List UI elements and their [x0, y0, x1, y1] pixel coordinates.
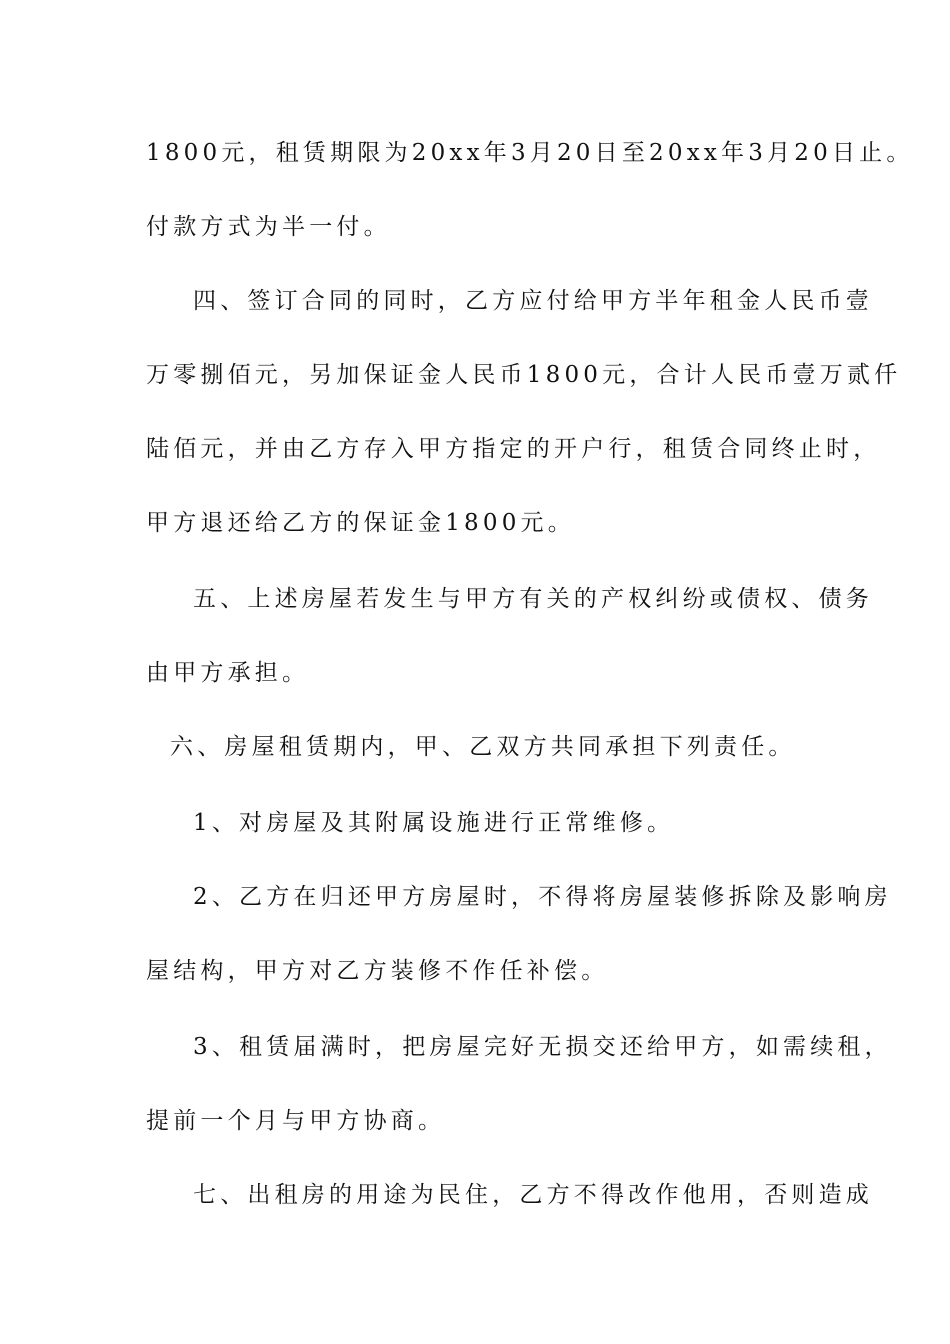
clause-4-line-2: 万零捌佰元，另加保证金人民币1800元，合计人民币壹万贰仟	[146, 362, 902, 388]
item-2-line-1: 2、乙方在归还甲方房屋时，不得将房屋装修拆除及影响房	[193, 884, 892, 910]
clause-4-line-1: 四、签订合同的同时，乙方应付给甲方半年租金人民币壹	[193, 288, 873, 314]
text-line-2: 付款方式为半一付。	[146, 214, 391, 240]
clause-4-line-3: 陆佰元，并由乙方存入甲方指定的开户行，租赁合同终止时，	[146, 436, 881, 462]
item-1-line: 1、对房屋及其附属设施进行正常维修。	[193, 810, 675, 836]
item-3-line-2: 提前一个月与甲方协商。	[146, 1108, 446, 1134]
item-2-line-2: 屋结构，甲方对乙方装修不作任补偿。	[146, 958, 609, 984]
clause-4-line-4: 甲方退还给乙方的保证金1800元。	[146, 510, 575, 536]
item-3-line-1: 3、租赁届满时，把房屋完好无损交还给甲方，如需续租，	[193, 1034, 892, 1060]
clause-7-line-1: 七、出租房的用途为民住，乙方不得改作他用，否则造成	[193, 1182, 873, 1208]
text-line-1: 1800元，租赁期限为20xx年3月20日至20xx年3月20日止。	[146, 140, 914, 166]
clause-6-heading: 六、房屋租赁期内，甲、乙双方共同承担下列责任。	[170, 734, 796, 760]
clause-5-line-2: 由甲方承担。	[146, 660, 310, 686]
clause-5-line-1: 五、上述房屋若发生与甲方有关的产权纠纷或债权、债务	[193, 586, 873, 612]
